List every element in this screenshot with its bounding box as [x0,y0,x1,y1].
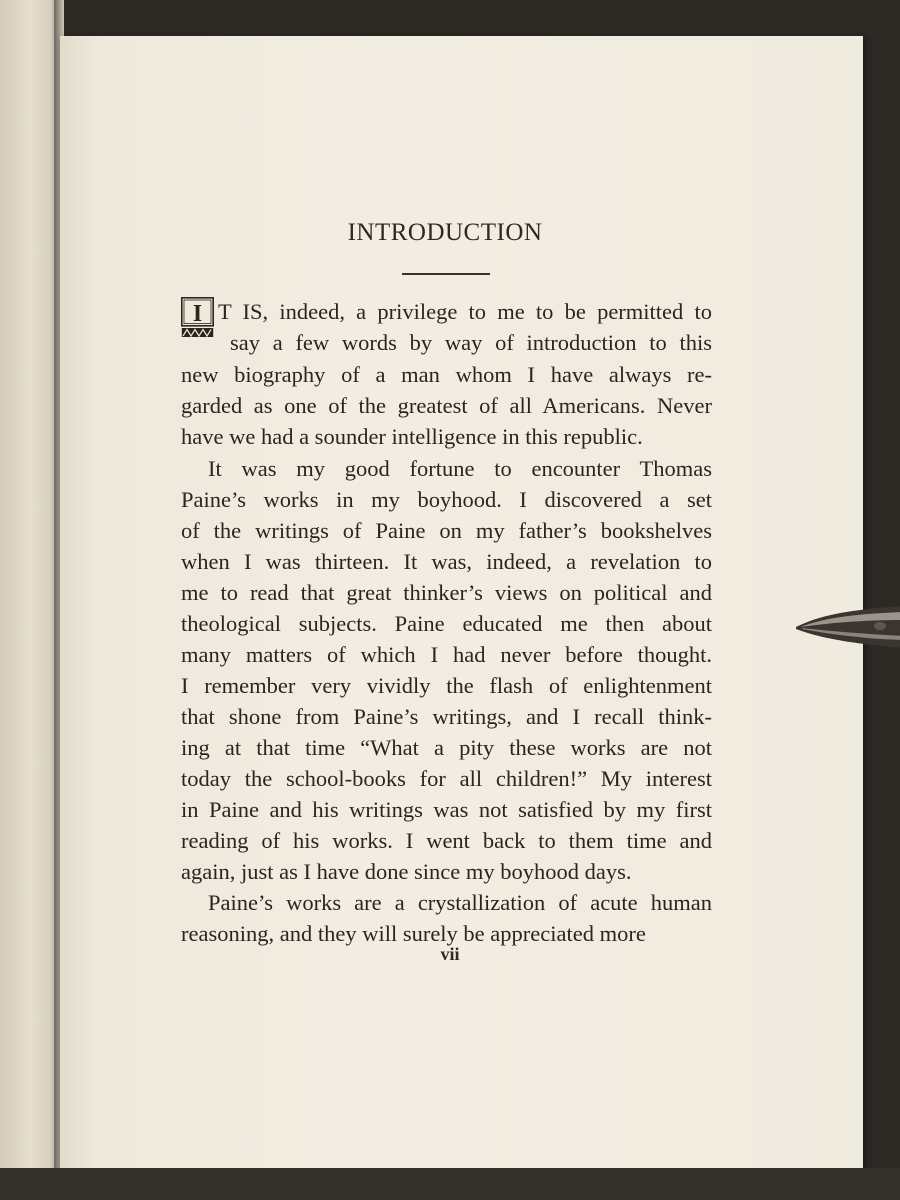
text-line: I remember very vividly the flash of enlightenment [181,673,712,698]
text-line: when I was thirteen. It was, indeed, a revelation to [181,549,712,574]
text-line: reasoning, and they will surely be appreciated more [181,921,646,946]
ornamental-initial-icon [181,297,214,339]
text-line: say a few words by way of introduction to this [230,330,712,355]
text-line: Paine’s works are a crystallization of acute human [208,890,712,915]
text-line: me to read that great thinker’s views on political and [181,580,712,605]
text-line: of the writings of Paine on my father’s bookshelves [181,518,712,543]
dropcap-letter: I [192,301,203,327]
text-line: ing at that time “What a pity these works are not [181,735,712,760]
text-line: today the school-books for all children!” My interest [181,766,712,791]
title-rule [402,273,490,275]
metal-bookmark-icon [794,598,900,654]
background-table [0,1168,900,1200]
text-line: reading of his works. I went back to them time and [181,828,712,853]
page-number: vii [440,944,460,964]
text-line: Paine’s works in my boyhood. I discovered a set [181,487,712,512]
page-title: INTRODUCTION [347,219,543,246]
text-line: theological subjects. Paine educated me then about [181,611,712,636]
text-line: T IS, indeed, a privilege to me to be permitted to [218,299,712,324]
text-line: that shone from Paine’s writings, and I recall think- [181,704,712,729]
text-line: have we had a sounder intelligence in this republic. [181,424,643,449]
text-line: in Paine and his writings was not satisfied by my first [181,797,712,822]
left-page-edge [0,0,60,1200]
text-line: new biography of a man whom I have always re- [181,362,712,387]
text-line: again, just as I have done since my boyhood days. [181,859,632,884]
text-line: garded as one of the greatest of all Americans. Never [181,393,712,418]
text-line: It was my good fortune to encounter Thomas [208,456,712,481]
text-line: many matters of which I had never before thought. [181,642,712,667]
